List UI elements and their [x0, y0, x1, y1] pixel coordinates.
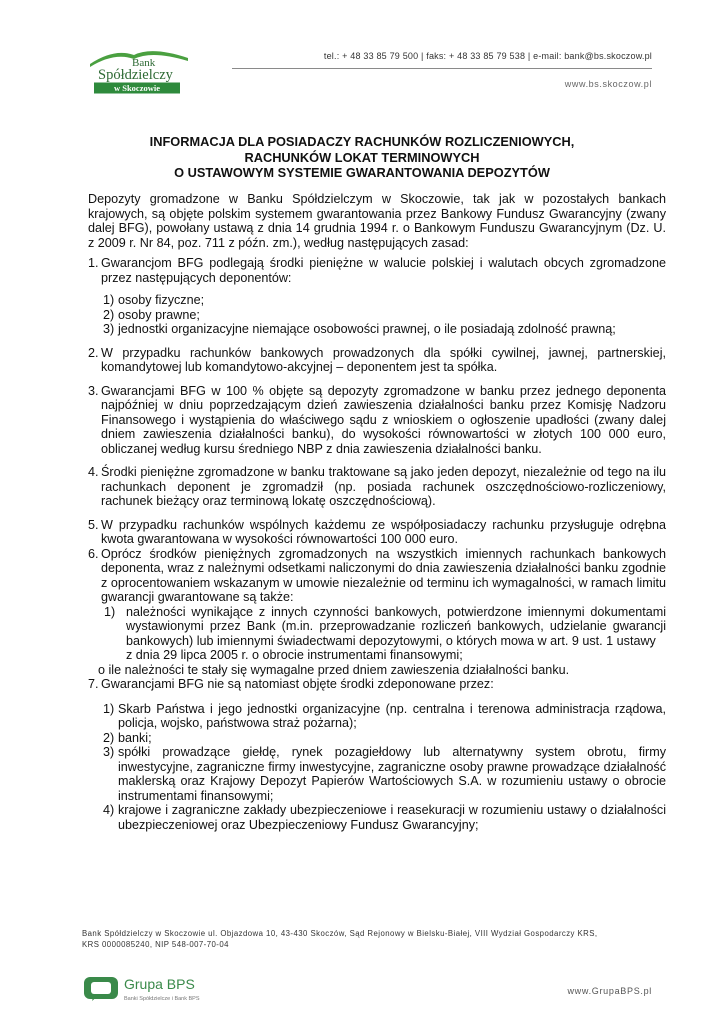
sub-item: 3) spółki prowadzące giełdę, rynek pozagiełdowy lub alternatywny system obrotu, firmy inwestycyjne, zagraniczne firmy inwestycyjne, zagraniczne osoby prawne prowadzące działalność maklerską oraz Krajowy Depozyt Papierów Wartościowych S.A. w rozumieniu ustawy o obrocie instrumentami finansowymi;: [103, 745, 666, 803]
item-2: [88, 346, 666, 375]
item-number: 3.: [88, 383, 99, 398]
sub-item: 1) Skarb Państwa i jego jednostki organizacyjne (np. centralna i terenowa administracja rządowa, policja, wojsko, państwowa straż pożarna);: [103, 701, 666, 730]
item-number: 1.: [88, 256, 99, 270]
item-number: 4.: [88, 465, 99, 479]
item-text: Gwarancjom BFG podlegają środki pieniężne w walucie polskiej i walutach obcych zgromadzone przez następujących deponentów:: [101, 256, 666, 285]
item-3: [88, 384, 666, 457]
bank-logo: [84, 44, 196, 94]
item-text: W przypadku rachunków bankowych prowadzonych dla spółki cywilnej, jawnej, partnerskiej, komandytowej lub komandytowo-akcyjnej – deponentem jest ta spółka.: [101, 345, 666, 374]
logo-line1: Bank: [132, 57, 156, 69]
contact-info: tel.: + 48 33 85 79 500 | faks: + 48 33 85 79 538 | e-mail: bank@bs.skoczow.pl: [323, 51, 652, 61]
item-7: [88, 677, 666, 832]
grupa-bps-logo-icon: [82, 975, 122, 1003]
grupa-bps-subtitle: Banki Spółdzielcze i Bank BPS: [124, 996, 200, 1002]
item-number: 6.: [88, 546, 99, 561]
title-line-3: O USTAWOWYM SYSTEMIE GWARANTOWANIA DEPOZYTÓW: [174, 165, 550, 180]
item-5: [88, 518, 666, 547]
header-divider: [232, 68, 652, 69]
sub-list: [103, 702, 666, 833]
sub-item: 1) osoby fizyczne;: [103, 293, 205, 307]
sub-item-continuation: z dnia 29 lipca 2005 r. o obrocie instrumentami finansowymi;: [126, 648, 463, 662]
sub-item: 2) banki;: [103, 730, 152, 745]
intro-paragraph: Depozyty gromadzone w Banku Spółdzielczym w Skoczowie, tak jak w pozostałych bankach krajowych, są objęte polskim systemem gwarantowania przez Bankowy Fundusz Gwarancyjny (zwany dalej BFG), powołany ustawą z dnia 14 grudnia 1994 r. o Bankowym Funduszu Gwarancyjnym (Dz. U. z 2009 r. Nr 84, poz. 711 z późn. zm.), według następujących zasad:: [88, 192, 666, 250]
item-text: Oprócz środków pieniężnych zgromadzonych na wszystkich imiennych rachunkach bankowych deponenta, wraz z należnymi odsetkami naliczonymi do dnia zawieszenia działalności banku zgodnie z oprocentowaniem wskazanym w umowie niezależnie od terminu ich wymagalności, w ramach limitu gwarancji gwarantowane są także:: [101, 546, 666, 604]
footer-website: www.GrupaBPS.pl: [567, 986, 652, 996]
footer-line-2: KRS 0000085240, NIP 548-007-70-04: [82, 940, 229, 949]
title-line-2: RACHUNKÓW LOKAT TERMINOWYCH: [244, 149, 480, 165]
title-line-1: INFORMACJA DLA POSIADACZY RACHUNKÓW ROZLICZENIOWYCH,: [149, 134, 575, 149]
sub-item: 3) jednostki organizacyjne niemające osobowości prawnej, o ile posiadają zdolność prawną;: [103, 322, 616, 336]
document-body: [88, 192, 666, 832]
item-text: W przypadku rachunków wspólnych każdemu ze współposiadaczy rachunku przysługuje odrębna kwota gwarantowana w wysokości równowartości 100 000 euro.: [101, 517, 666, 546]
logo-line2: Spółdzielczy: [98, 67, 173, 83]
item-4: [88, 465, 666, 509]
item-text: Gwarancjami BFG w 100 % objęte są depozyty zgromadzone w banku przez jednego deponenta najpóźniej w dniu poprzedzającym dzień zawieszenia działalności banku przez Komisję Nadzoru Finansowego i wystąpienia do właściwego sądu z wnioskiem o ogłoszenie upadłości (zwany dalej dniem zawieszenia działalności banku), do wysokości równowartości w złotych 100 000 euro, obliczanej według kursu średniego NBP z dnia zawieszenia działalności banku.: [101, 383, 666, 456]
logo-line3: w Skoczowie: [113, 83, 161, 93]
sub-item: 2) osoby prawne;: [103, 307, 200, 322]
item-number: 5.: [88, 517, 99, 532]
header-website: www.bs.skoczow.pl: [564, 79, 652, 89]
sub-item: 1) należności wynikające z innych czynności bankowych, potwierdzone imiennymi dokumentami wystawionymi przez Bank (m.in. przeprowadzanie rozliczeń bankowych, udzielanie gwarancji bankowych) lub imiennymi świadectwami depozytowymi, o których mowa w art. 9 ust. 1 ustawy: [104, 604, 666, 648]
item-1: [88, 256, 666, 337]
item-text: Gwarancjami BFG nie są natomiast objęte środki zdeponowane przez:: [101, 677, 494, 691]
footer-line-1: Bank Spółdzielczy w Skoczowie ul. Objazdowa 10, 43-430 Skoczów, Sąd Rejonowy w Bielsku-Białej, VIII Wydział Gospodarczy KRS,: [82, 929, 598, 938]
footer-legal: [82, 928, 660, 950]
sub-item: 4) krajowe i zagraniczne zakłady ubezpieczeniowe i reasekuracji w rozumieniu ustawy o działalności ubezpieczeniowej oraz Ubezpieczeniowy Fundusz Gwarancyjny;: [103, 803, 666, 832]
document-title: [80, 134, 644, 181]
item-number: 7.: [88, 677, 99, 691]
item-text: Środki pieniężne zgromadzone w banku traktowane są jako jeden depozyt, niezależnie od tego na ilu rachunkach deponent je zgromadził (np. posiada rachunek oszczędnościowo-rozliczeniowy, rachunek bieżący oraz terminową lokatę oszczędnościową).: [101, 465, 666, 508]
grupa-bps-name: Grupa BPS: [124, 976, 195, 992]
item-closing: o ile należności te stały się wymagalne przed dniem zawieszenia działalności banku.: [98, 662, 570, 677]
item-6: [88, 547, 666, 678]
item-number: 2.: [88, 345, 99, 360]
sub-list: [103, 293, 666, 337]
